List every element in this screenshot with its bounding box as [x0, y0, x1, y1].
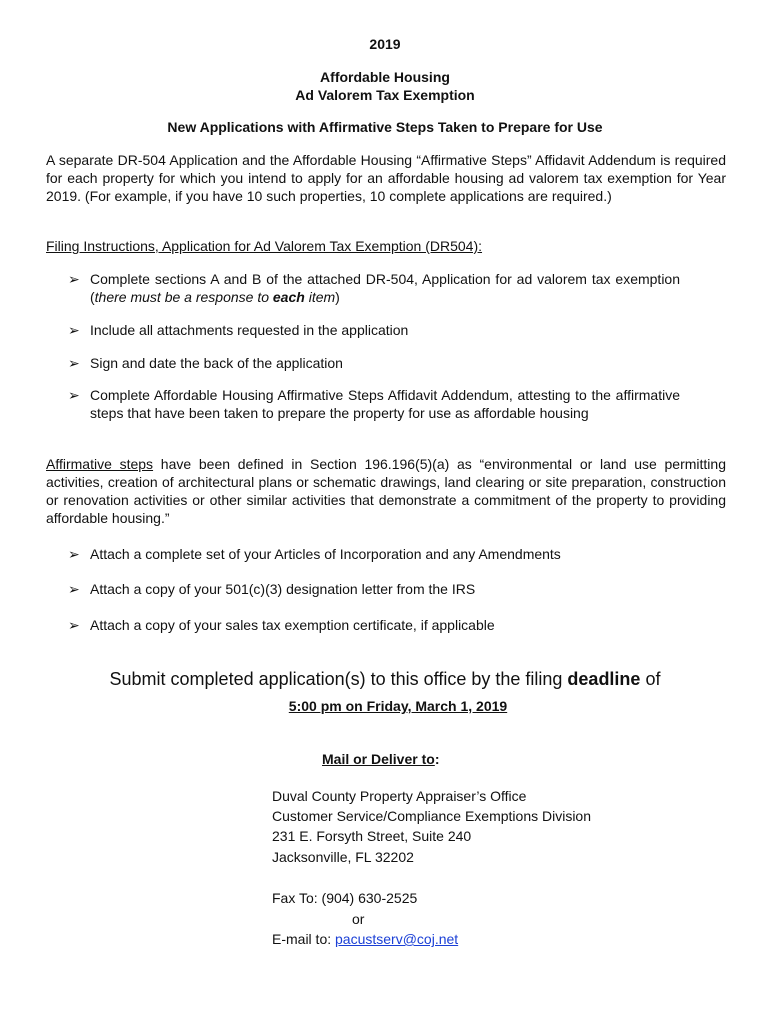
arrow-bullet-icon: ➢	[68, 271, 80, 287]
submit-instructions: Submit completed application(s) to this office by the filing deadline of	[109, 669, 661, 689]
email-line: E-mail to: pacustserv@coj.net	[272, 931, 459, 947]
fax-number: Fax To: (904) 630-2525	[272, 890, 418, 906]
address-line-3: 231 E. Forsyth Street, Suite 240	[272, 828, 472, 844]
list-item-text: Complete sections A and B of the attached DR-504, Application for ad valorem tax exemption (there must be a response to each item)	[90, 271, 680, 305]
list-item	[68, 545, 680, 563]
list-item	[68, 616, 680, 634]
list-item-text: Attach a copy of your sales tax exemption certificate, if applicable	[90, 617, 495, 633]
intro-paragraph: A separate DR-504 Application and the Affordable Housing “Affirmative Steps” Affidavit Addendum is required for each property for which you intend to apply for an affordable housing ad valorem tax exemption for Year 2019. (For example, if you have 10 such properties, 10 complete applications are required.)	[46, 152, 726, 204]
arrow-bullet-icon: ➢	[68, 322, 80, 338]
list-item-text: Complete Affordable Housing Affirmative Steps Affidavit Addendum, attesting to the affirmative steps that have been taken to prepare the property for use as affordable housing	[90, 387, 680, 421]
arrow-bullet-icon: ➢	[68, 617, 80, 633]
arrow-bullet-icon: ➢	[68, 581, 80, 597]
deadline-date: 5:00 pm on Friday, March 1, 2019	[288, 698, 508, 714]
address-line-1: Duval County Property Appraiser’s Office	[272, 788, 527, 804]
list-item	[68, 321, 680, 339]
address-line-4: Jacksonville, FL 32202	[272, 849, 414, 865]
deadline-word: deadline	[567, 669, 641, 689]
address-line-2: Customer Service/Compliance Exemptions Division	[272, 808, 592, 824]
document-year: 2019	[369, 36, 401, 52]
definition-paragraph: Affirmative steps have been defined in Section 196.196(5)(a) as “environmental or land use permitting activities, creation of architectural plans or schematic drawings, land clearing or site preparation, construction or renovation activities or other similar activities that demonstrate a commitment of the property to providing affordable housing.”	[46, 456, 726, 526]
document-title-line2: Ad Valorem Tax Exemption	[295, 87, 475, 103]
email-link[interactable]: pacustserv@coj.net	[335, 931, 459, 947]
list-item	[68, 270, 680, 306]
document-subtitle: New Applications with Affirmative Steps Taken to Prepare for Use	[167, 119, 603, 135]
list-item-text: Attach a copy of your 501(c)(3) designation letter from the IRS	[90, 581, 476, 597]
mail-heading: Mail or Deliver to:	[322, 751, 440, 767]
filing-instructions-heading: Filing Instructions, Application for Ad Valorem Tax Exemption (DR504):	[46, 238, 483, 254]
list-item	[68, 580, 680, 598]
arrow-bullet-icon: ➢	[68, 546, 80, 562]
list-item-text: Sign and date the back of the application	[90, 355, 343, 371]
definition-term: Affirmative steps	[46, 456, 154, 472]
arrow-bullet-icon: ➢	[68, 387, 80, 403]
list-item	[68, 386, 680, 422]
document-title-line1: Affordable Housing	[320, 69, 450, 85]
list-item-text: Attach a complete set of your Articles of Incorporation and any Amendments	[90, 546, 561, 562]
list-item	[68, 354, 680, 372]
list-item-text: Include all attachments requested in the application	[90, 322, 409, 338]
arrow-bullet-icon: ➢	[68, 355, 80, 371]
or-text: or	[352, 911, 365, 927]
